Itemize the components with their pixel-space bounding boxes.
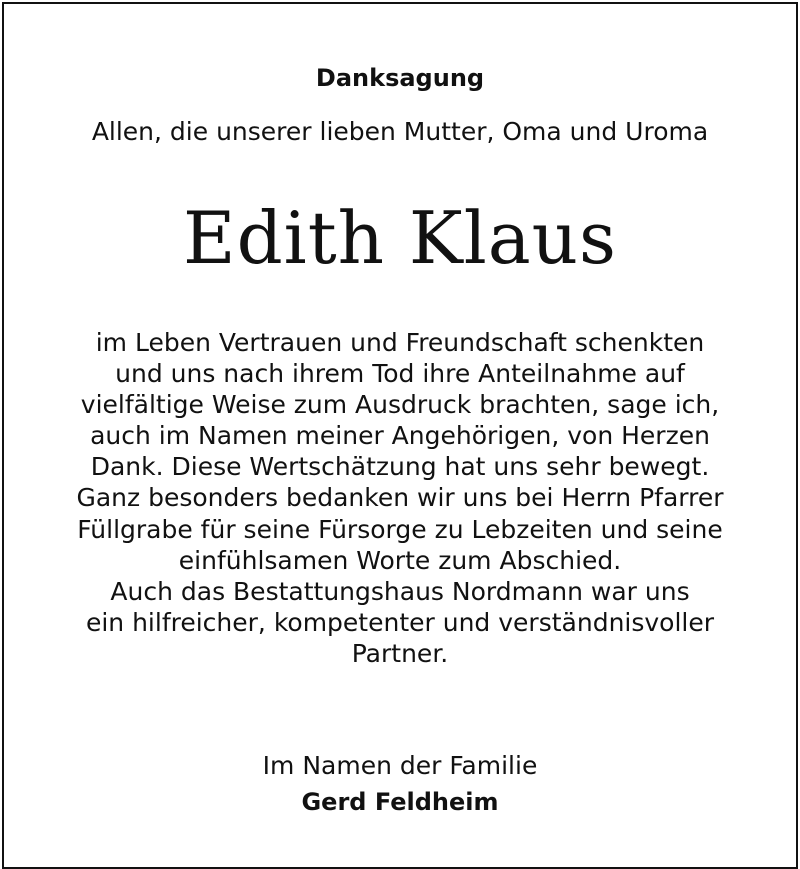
signer-name: Gerd Feldheim bbox=[301, 788, 499, 816]
obituary-notice-frame bbox=[2, 2, 798, 869]
body-line: Füllgrabe für seine Fürsorge zu Lebzeiten und seine bbox=[77, 514, 723, 544]
body-line: Partner. bbox=[351, 638, 449, 668]
signoff-line: Im Namen der Familie bbox=[262, 751, 538, 780]
deceased-name: Edith Klaus bbox=[183, 196, 617, 280]
body-line: Dank. Diese Wertschätzung hat uns sehr bewegt. bbox=[90, 452, 710, 482]
body-line: und uns nach ihrem Tod ihre Anteilnahme auf bbox=[115, 359, 685, 389]
body-line: auch im Namen meiner Angehörigen, von Herzen bbox=[90, 421, 710, 451]
thank-you-text bbox=[24, 327, 776, 669]
body-line: ein hilfreicher, kompetenter und verständnisvoller bbox=[85, 607, 715, 637]
body-line: vielfältige Weise zum Ausdruck brachten, sage ich, bbox=[80, 390, 720, 420]
body-line: Ganz besonders bedanken wir uns bei Herrn Pfarrer bbox=[76, 483, 724, 513]
body-line: Auch das Bestattungshaus Nordmann war uns bbox=[110, 576, 690, 606]
notice-intro: Allen, die unserer lieben Mutter, Oma und Uroma bbox=[91, 117, 709, 146]
notice-heading: Danksagung bbox=[315, 64, 485, 92]
body-line: im Leben Vertrauen und Freundschaft schenkten bbox=[95, 328, 705, 357]
body-line: einfühlsamen Worte zum Abschied. bbox=[178, 545, 622, 575]
